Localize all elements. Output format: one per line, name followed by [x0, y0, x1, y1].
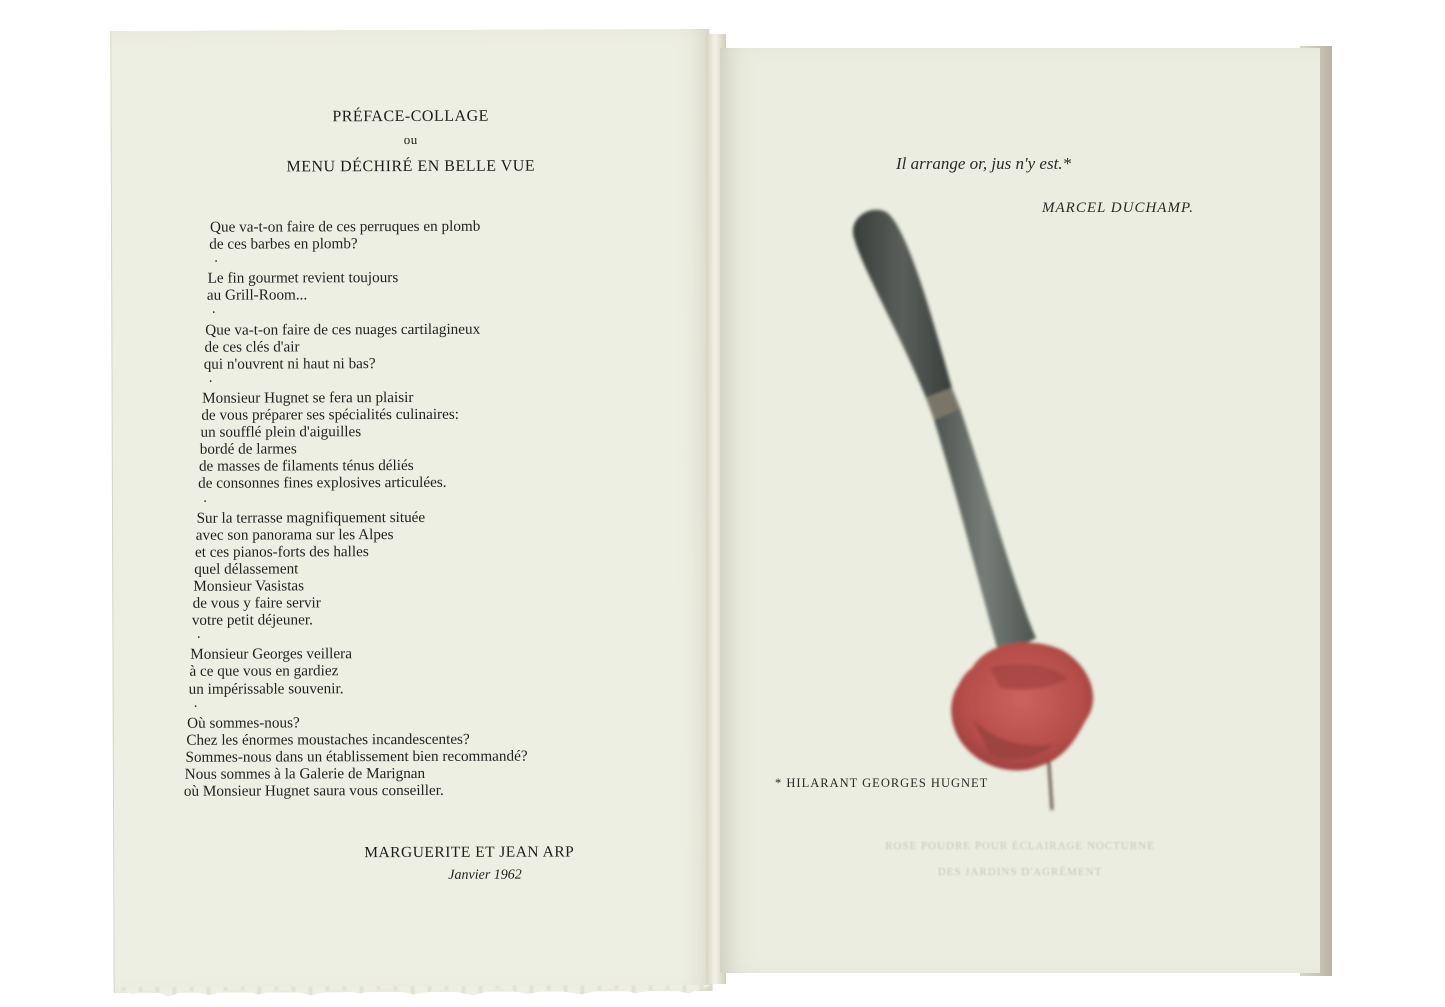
poem-line: où Monsieur Hugnet saura vous conseiller. [183, 781, 444, 800]
poem-line: Que va-t-on faire de ces nuages cartilagineux [205, 320, 481, 339]
poem-line: Monsieur Hugnet se fera un plaisir [202, 388, 414, 407]
duchamp-quote: Il arrange or, jus n'y est.* [896, 154, 1072, 173]
poem-line: de vous y faire servir [192, 594, 321, 612]
poem-line: votre petit déjeuner. [191, 611, 313, 629]
preface-title: PRÉFACE-COLLAGE [332, 107, 489, 126]
illustration-caption: ROSE POUDRE POUR ÉCLAIRAGE NOCTURNE [885, 840, 1155, 852]
stanza-separator: . [203, 490, 207, 506]
poem-line: Sur la terrasse magnifiquement située [196, 508, 426, 527]
poem-line: qui n'ouvrent ni haut ni bas? [203, 354, 376, 373]
poem-stanza [172, 268, 692, 304]
poem-line: Sommes-nous dans un établissement bien recommandé? [185, 747, 528, 766]
knife-handle [853, 210, 952, 398]
poem-line: Chez les énormes moustaches incandescentes? [186, 730, 470, 749]
left-page [110, 29, 712, 993]
poem-body [172, 217, 694, 800]
poem-line: avec son panorama sur les Alpes [195, 525, 394, 544]
poem-line: à ce que vous en gardiez [189, 662, 339, 681]
poem-line: Nous sommes à la Galerie de Marignan [184, 764, 426, 783]
stanza-separator: . [212, 302, 216, 318]
poem-line: de ces barbes en plomb? [209, 235, 358, 253]
poem-line: de vous préparer ses spécialités culinaires: [201, 405, 460, 424]
stanza-separator: . [193, 695, 198, 711]
knife-in-rose-illustration [840, 198, 1100, 818]
quote-author: MARCEL DUCHAMP. [1042, 200, 1194, 216]
knife-blade [934, 408, 1036, 658]
poem-line: Monsieur Georges veillera [190, 645, 352, 664]
poem-line: Le fin gourmet revient toujours [207, 269, 399, 287]
stanza-separator: . [196, 626, 201, 642]
stanza-separator: . [214, 250, 218, 266]
poem-line: un soufflé plein d'aiguilles [200, 423, 362, 441]
deckle-edge [115, 985, 713, 999]
poem-line: de masses de filaments ténus déliés [198, 457, 414, 476]
title-conjunction: ou [403, 131, 418, 148]
poem-stanza [172, 217, 692, 253]
poem-line: et ces pianos-forts des halles [194, 542, 369, 561]
menu-title: MENU DÉCHIRÉ EN BELLE VUE [286, 157, 536, 176]
poem-line: un impérissable souvenir. [188, 679, 344, 698]
poem-line: Monsieur Vasistas [193, 577, 305, 595]
poem-line: Que va-t-on faire de ces perruques en plomb [209, 217, 481, 236]
poem-line: Où sommes-nous? [187, 714, 300, 732]
right-page [720, 48, 1320, 973]
poem-stanza [174, 713, 694, 800]
footnote: * HILARANT GEORGES HUGNET [775, 776, 989, 790]
poem-stanza [173, 644, 693, 697]
poem-stanza [173, 508, 693, 629]
poem-date: Janvier 1962 [448, 867, 522, 883]
poem-line: au Grill-Room... [206, 286, 308, 305]
poem-line: bordé de larmes [199, 440, 297, 458]
poem-line: de ces clés d'air [204, 338, 300, 356]
poem-stanza [173, 388, 693, 492]
poem-line: quel délassement [194, 560, 299, 578]
poem-line: de consonnes fines explosives articulées. [198, 474, 447, 493]
stanza-separator: . [208, 370, 213, 386]
signature: MARGUERITE ET JEAN ARP [364, 843, 575, 862]
illustration-caption-continued: DES JARDINS D'AGRÉMENT [937, 866, 1103, 878]
poem-stanza [172, 320, 692, 373]
